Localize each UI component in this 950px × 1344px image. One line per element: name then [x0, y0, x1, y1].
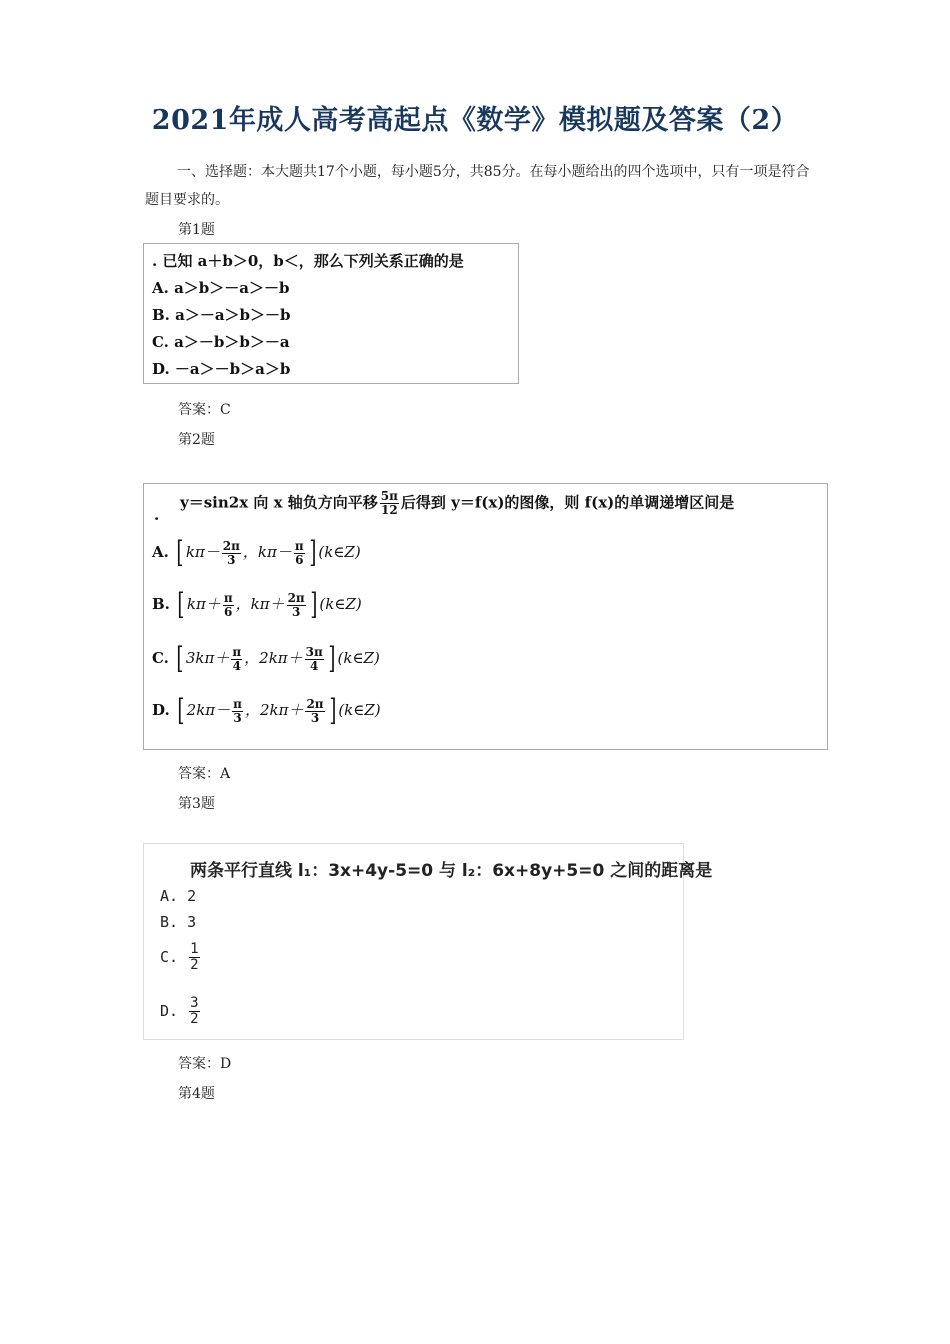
option-letter: D. [160, 1002, 179, 1020]
right-bracket-icon: ] [309, 535, 317, 570]
question-2-label: 第2题 [178, 432, 215, 448]
question-3-label: 第3题 [178, 796, 215, 812]
option-fraction [305, 698, 324, 725]
option-fraction [294, 540, 305, 567]
option-term: ，kπ＋ [235, 595, 285, 613]
question-4-label: 第4题 [178, 1086, 215, 1102]
option-letter: C. [152, 649, 169, 667]
question-2-option-b [152, 587, 362, 622]
question-1-label: 第1题 [178, 222, 215, 238]
question-3-option-a [160, 887, 196, 905]
left-bracket-icon: [ [177, 587, 185, 622]
right-bracket-icon: ] [328, 693, 336, 728]
fraction-denominator: 3 [227, 552, 236, 567]
option-value: 3 [187, 913, 197, 931]
option-term: 3kπ＋ [185, 649, 230, 667]
question-1-option-a: A. a＞b＞－a＞－b [152, 279, 290, 297]
question-1-option-c: C. a＞－b＞b＞－a [152, 333, 290, 351]
fraction-denominator: 2 [190, 1011, 199, 1027]
option-term: ，2kπ＋ [244, 649, 303, 667]
question-1-option-d: D. －a＞－b＞a＞b [152, 360, 291, 378]
question-1-stem: . 已知 a＋b＞0，b＜，那么下列关系正确的是 [152, 252, 464, 270]
fraction-numerator: 1 [190, 941, 199, 957]
question-2-stem-suffix: 后得到 y＝f(x)的图像，则 f(x)的单调递增区间是 [400, 493, 735, 512]
question-3-image [143, 843, 713, 1040]
option-fraction [232, 698, 243, 725]
fraction-denominator: 4 [232, 658, 241, 673]
fraction-numerator: 2π [306, 696, 324, 711]
right-bracket-icon: ] [328, 641, 336, 676]
question-3-option-b [160, 913, 196, 931]
fraction-numerator: π [223, 590, 233, 605]
question-2-option-d [152, 693, 381, 728]
question-3-stem: 两条平行直线 l₁：3x+4y-5=0 与 l₂：6x+8y+5=0 之间的距离是 [190, 861, 713, 881]
question-1-answer: 答案：C [178, 402, 231, 418]
fraction-numerator: 5π [380, 489, 398, 503]
question-2-answer: 答案：A [178, 766, 231, 782]
option-fraction [189, 942, 199, 973]
question-2-stem-fraction [380, 490, 399, 517]
fraction-denominator: 6 [295, 552, 304, 567]
question-2-dot: . [154, 506, 160, 524]
left-bracket-icon: [ [176, 535, 184, 570]
question-3-option-d [160, 996, 202, 1027]
question-1-option-b: B. a＞－a＞b＞－b [152, 306, 291, 324]
option-fraction [305, 646, 324, 673]
question-2-stem-prefix: y＝sin2x 向 x 轴负方向平移 [180, 493, 378, 512]
question-1-image [143, 243, 519, 384]
option-fraction [222, 540, 241, 567]
fraction-denominator: 2 [190, 957, 199, 973]
option-letter: A. [160, 887, 179, 905]
fraction-numerator: π [233, 696, 242, 711]
option-fraction [231, 646, 242, 673]
option-term: kπ－ [185, 543, 220, 561]
fraction-denominator: 4 [310, 658, 319, 673]
question-2-stem [180, 490, 734, 517]
section-intro: 一、选择题：本大题共17个小题，每小题5分，共85分。在每小题给出的四个选项中，只有一项是符合题目要求的。 [145, 164, 810, 208]
option-domain: (k∈Z) [338, 701, 381, 719]
fraction-numerator: 3π [305, 644, 323, 659]
option-term: ，2kπ＋ [244, 701, 304, 719]
question-3-answer: 答案：D [178, 1056, 232, 1072]
option-domain: (k∈Z) [337, 649, 380, 667]
question-3-option-c [160, 942, 202, 973]
fraction-numerator: 2π [287, 590, 305, 605]
option-term: kπ＋ [186, 595, 221, 613]
question-2-image [143, 483, 828, 750]
option-fraction [223, 592, 234, 619]
fraction-numerator: 2π [222, 538, 240, 553]
fraction-denominator: 6 [224, 604, 233, 619]
option-letter: B. [160, 913, 179, 931]
option-letter: A. [152, 543, 169, 561]
left-bracket-icon: [ [176, 641, 184, 676]
option-term: 2kπ－ [186, 701, 231, 719]
option-term: ，kπ－ [242, 543, 292, 561]
left-bracket-icon: [ [177, 693, 185, 728]
option-letter: B. [152, 595, 170, 613]
question-2-option-c [152, 641, 380, 676]
fraction-denominator: 3 [291, 604, 301, 619]
fraction-numerator: π [232, 644, 242, 659]
right-bracket-icon: ] [310, 587, 318, 622]
fraction-denominator: 12 [380, 503, 398, 517]
fraction-denominator: 3 [233, 710, 242, 725]
option-fraction [287, 592, 306, 619]
option-letter: C. [160, 948, 179, 966]
fraction-numerator: π [294, 538, 304, 553]
question-2-option-a [152, 535, 361, 570]
fraction-denominator: 3 [310, 710, 320, 725]
option-value: 2 [187, 887, 197, 905]
page-title: 2021年成人高考高起点《数学》模拟题及答案（2） [151, 105, 799, 136]
fraction-numerator: 3 [190, 995, 199, 1011]
option-fraction [189, 996, 199, 1027]
option-letter: D. [152, 701, 170, 719]
option-domain: (k∈Z) [318, 543, 361, 561]
option-domain: (k∈Z) [319, 595, 362, 613]
